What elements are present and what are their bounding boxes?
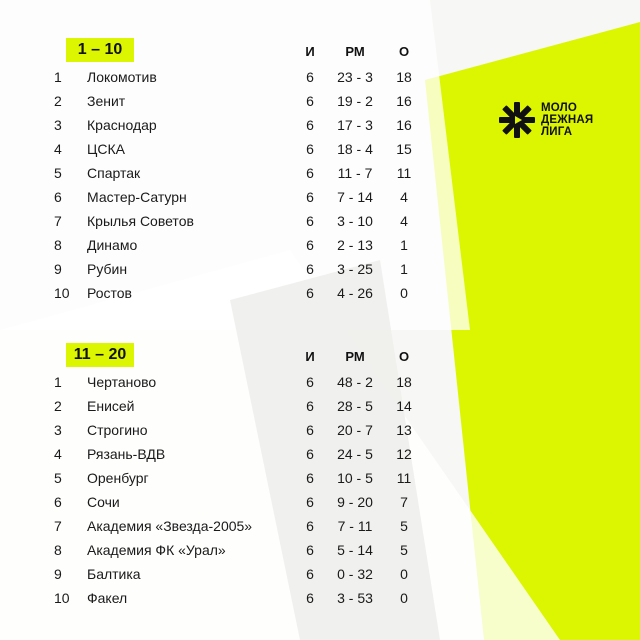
team-name-cell: Сочи — [87, 494, 120, 510]
games-cell: 6 — [306, 189, 314, 205]
table-row — [0, 515, 640, 539]
position-cell: 4 — [54, 141, 62, 157]
table-row — [0, 162, 640, 186]
goals-cell: 0 - 32 — [337, 566, 373, 582]
points-cell: 5 — [400, 518, 408, 534]
position-cell: 6 — [54, 189, 62, 205]
goals-cell: 3 - 53 — [337, 590, 373, 606]
points-cell: 4 — [400, 213, 408, 229]
table-row — [0, 186, 640, 210]
team-name-cell: Чертаново — [87, 374, 157, 390]
points-cell: 0 — [400, 285, 408, 301]
table-row — [0, 395, 640, 419]
points-cell: 13 — [396, 422, 412, 438]
position-cell: 3 — [54, 117, 62, 133]
position-cell: 9 — [54, 566, 62, 582]
position-cell: 8 — [54, 542, 62, 558]
goals-cell: 9 - 20 — [337, 494, 373, 510]
points-cell: 4 — [400, 189, 408, 205]
goals-cell: 5 - 14 — [337, 542, 373, 558]
table-row — [0, 443, 640, 467]
games-column-header: И — [305, 44, 315, 59]
games-cell: 6 — [306, 213, 314, 229]
team-name-cell: ЦСКА — [87, 141, 125, 157]
team-name-cell: Крылья Советов — [87, 213, 194, 229]
games-cell: 6 — [306, 494, 314, 510]
points-cell: 18 — [396, 374, 412, 390]
games-cell: 6 — [306, 93, 314, 109]
games-cell: 6 — [306, 518, 314, 534]
goals-cell: 20 - 7 — [337, 422, 373, 438]
team-name-cell: Зенит — [87, 93, 126, 109]
points-cell: 12 — [396, 446, 412, 462]
table-row — [0, 66, 640, 90]
goals-cell: 4 - 26 — [337, 285, 373, 301]
points-cell: 1 — [400, 237, 408, 253]
points-cell: 11 — [396, 165, 412, 181]
games-cell: 6 — [306, 165, 314, 181]
goals-cell: 7 - 14 — [337, 189, 373, 205]
table-row — [0, 419, 640, 443]
points-cell: 0 — [400, 590, 408, 606]
games-cell: 6 — [306, 470, 314, 486]
goals-cell: 11 - 7 — [337, 165, 373, 181]
points-cell: 16 — [396, 93, 412, 109]
team-name-cell: Локомотив — [87, 69, 157, 85]
table-row — [0, 371, 640, 395]
games-cell: 6 — [306, 398, 314, 414]
goals-cell: 2 - 13 — [337, 237, 373, 253]
team-name-cell: Оренбург — [87, 470, 149, 486]
position-cell: 1 — [54, 374, 62, 390]
table-row — [0, 282, 640, 306]
games-cell: 6 — [306, 542, 314, 558]
goals-cell: 23 - 3 — [337, 69, 373, 85]
table-row — [0, 234, 640, 258]
team-name-cell: Мастер-Сатурн — [87, 189, 187, 205]
goals-cell: 3 - 25 — [337, 261, 373, 277]
table-row — [0, 563, 640, 587]
group-label-badge: 1 – 10 — [66, 38, 134, 62]
position-cell: 7 — [54, 213, 62, 229]
goals-cell: 17 - 3 — [337, 117, 373, 133]
games-cell: 6 — [306, 566, 314, 582]
team-name-cell: Краснодар — [87, 117, 157, 133]
team-name-cell: Рязань-ВДВ — [87, 446, 166, 462]
goals-cell: 7 - 11 — [337, 518, 373, 534]
table-row — [0, 491, 640, 515]
goals-cell: 28 - 5 — [337, 398, 373, 414]
team-name-cell: Ростов — [87, 285, 132, 301]
points-cell: 1 — [400, 261, 408, 277]
goals-cell: 18 - 4 — [337, 141, 373, 157]
games-cell: 6 — [306, 261, 314, 277]
table-row — [0, 114, 640, 138]
team-name-cell: Академия «Звезда-2005» — [87, 518, 253, 534]
points-column-header: О — [398, 349, 410, 364]
goals-column-header: РМ — [345, 349, 365, 364]
position-cell: 9 — [54, 261, 62, 277]
goals-cell: 19 - 2 — [337, 93, 373, 109]
points-cell: 18 — [396, 69, 412, 85]
team-name-cell: Рубин — [87, 261, 128, 277]
position-cell: 4 — [54, 446, 62, 462]
points-column-header: О — [398, 44, 410, 59]
group-label-badge: 11 – 20 — [66, 343, 134, 367]
goals-cell: 3 - 10 — [337, 213, 373, 229]
position-cell: 3 — [54, 422, 62, 438]
position-cell: 10 — [54, 285, 70, 301]
logo-line: МОЛО — [541, 102, 578, 114]
goals-column-header: РМ — [345, 44, 365, 59]
table-row — [0, 587, 640, 611]
position-cell: 8 — [54, 237, 62, 253]
goals-cell: 10 - 5 — [337, 470, 373, 486]
points-cell: 16 — [396, 117, 412, 133]
team-name-cell: Факел — [87, 590, 128, 606]
team-name-cell: Балтика — [87, 566, 141, 582]
goals-cell: 24 - 5 — [337, 446, 373, 462]
points-cell: 0 — [400, 566, 408, 582]
table-row — [0, 539, 640, 563]
table-row — [0, 467, 640, 491]
points-cell: 11 — [396, 470, 412, 486]
games-cell: 6 — [306, 285, 314, 301]
group-header — [0, 38, 640, 66]
standings-group-11-20 — [0, 343, 640, 611]
position-cell: 2 — [54, 398, 62, 414]
table-row — [0, 90, 640, 114]
standings-group-1-10 — [0, 38, 640, 306]
games-cell: 6 — [306, 117, 314, 133]
logo-line: ЛИГА — [541, 126, 573, 138]
games-cell: 6 — [306, 237, 314, 253]
games-cell: 6 — [306, 446, 314, 462]
points-cell: 15 — [396, 141, 412, 157]
games-cell: 6 — [306, 422, 314, 438]
team-name-cell: Строгино — [87, 422, 148, 438]
position-cell: 5 — [54, 165, 62, 181]
standings-rows — [0, 371, 640, 611]
games-column-header: И — [305, 349, 315, 364]
table-row — [0, 138, 640, 162]
team-name-cell: Динамо — [87, 237, 138, 253]
logo-line: ДЕЖНАЯ — [541, 114, 594, 126]
goals-cell: 48 - 2 — [337, 374, 373, 390]
position-cell: 6 — [54, 494, 62, 510]
standings-rows — [0, 66, 640, 306]
position-cell: 1 — [54, 69, 62, 85]
games-cell: 6 — [306, 374, 314, 390]
position-cell: 10 — [54, 590, 70, 606]
points-cell: 5 — [400, 542, 408, 558]
position-cell: 2 — [54, 93, 62, 109]
table-row — [0, 258, 640, 282]
team-name-cell: Академия ФК «Урал» — [87, 542, 226, 558]
team-name-cell: Спартак — [87, 165, 141, 181]
games-cell: 6 — [306, 590, 314, 606]
games-cell: 6 — [306, 141, 314, 157]
points-cell: 7 — [400, 494, 408, 510]
group-header — [0, 343, 640, 371]
team-name-cell: Енисей — [87, 398, 135, 414]
table-row — [0, 210, 640, 234]
points-cell: 14 — [396, 398, 412, 414]
position-cell: 7 — [54, 518, 62, 534]
position-cell: 5 — [54, 470, 62, 486]
games-cell: 6 — [306, 69, 314, 85]
